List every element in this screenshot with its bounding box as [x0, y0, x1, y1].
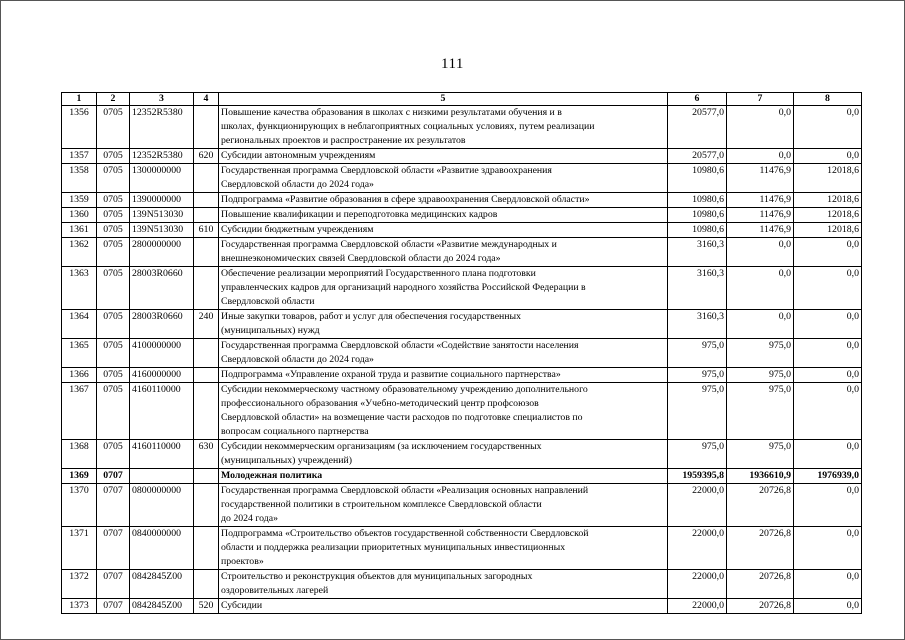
amount-year1-cell: 10980,6	[668, 223, 727, 238]
amount-year1-cell: 22000,0	[668, 599, 727, 614]
section-code-cell: 0705	[97, 193, 130, 208]
amount-year2-cell: 11476,9	[727, 223, 794, 238]
description-line: Повышение качества образования в школах с низкими результатами обучения и в	[221, 107, 562, 118]
row-number-cell: 1362	[62, 238, 97, 267]
amount-year3-cell: 0,0	[794, 484, 862, 527]
page-number: 111	[441, 56, 464, 72]
budget-table	[61, 92, 862, 614]
amount-year1-cell: 3160,3	[668, 310, 727, 339]
amount-year2-cell: 0,0	[727, 310, 794, 339]
target-code-cell: 12352R5380	[130, 149, 194, 164]
amount-year1-cell: 10980,6	[668, 208, 727, 223]
amount-year3-cell: 12018,6	[794, 208, 862, 223]
amount-year1-cell: 975,0	[668, 368, 727, 383]
target-code-cell: 139N513030	[130, 208, 194, 223]
row-number-cell: 1357	[62, 149, 97, 164]
description-line: Свердловской области» на возмещение части расходов по подготовке специалистов по	[221, 412, 583, 423]
section-code-cell: 0707	[97, 527, 130, 570]
amount-year2-cell: 11476,9	[727, 164, 794, 193]
expense-type-cell	[194, 469, 219, 484]
expense-type-cell: 630	[194, 440, 219, 469]
amount-year2-cell: 0,0	[727, 149, 794, 164]
amount-year2-cell: 11476,9	[727, 208, 794, 223]
target-code-cell: 0842845Z00	[130, 570, 194, 599]
amount-year1-cell: 20577,0	[668, 149, 727, 164]
amount-year2-cell: 20726,8	[727, 599, 794, 614]
target-code-cell: 0840000000	[130, 527, 194, 570]
expense-type-cell	[194, 484, 219, 527]
table-row	[62, 469, 862, 484]
expense-type-cell	[194, 106, 219, 149]
expense-type-cell	[194, 267, 219, 310]
amount-year2-cell: 20726,8	[727, 570, 794, 599]
description-line: Обеспечение реализации мероприятий Государственного плана подготовки	[221, 268, 536, 279]
row-number-cell: 1371	[62, 527, 97, 570]
description-line: Субсидии некоммерческим организациям (за исключением государственных	[221, 441, 542, 452]
description-cell	[219, 106, 668, 149]
description-line: Свердловской области до 2024 года»	[221, 179, 374, 190]
amount-year3-cell: 0,0	[794, 310, 862, 339]
target-code-cell: 0800000000	[130, 484, 194, 527]
row-number-cell: 1370	[62, 484, 97, 527]
target-code-cell: 0842845Z00	[130, 599, 194, 614]
amount-year1-cell: 10980,6	[668, 193, 727, 208]
description-line: проектов»	[221, 556, 264, 567]
amount-year3-cell: 1976939,0	[794, 469, 862, 484]
description-cell	[219, 339, 668, 368]
target-code-cell: 28003R0660	[130, 310, 194, 339]
description-cell	[219, 570, 668, 599]
table-row	[62, 440, 862, 469]
table-row	[62, 208, 862, 223]
amount-year1-cell: 975,0	[668, 440, 727, 469]
description-cell	[219, 238, 668, 267]
amount-year2-cell: 20726,8	[727, 484, 794, 527]
table-body	[62, 106, 862, 614]
expense-type-cell	[194, 339, 219, 368]
amount-year3-cell: 12018,6	[794, 223, 862, 238]
target-code-cell: 28003R0660	[130, 267, 194, 310]
table-row	[62, 599, 862, 614]
description-line: Подпрограмма «Управление охраной труда и развитие социального партнерства»	[221, 369, 561, 380]
description-cell	[219, 267, 668, 310]
description-line: Субсидии	[221, 600, 263, 611]
target-code-cell: 4160110000	[130, 440, 194, 469]
expense-type-cell: 620	[194, 149, 219, 164]
row-number-cell: 1368	[62, 440, 97, 469]
expense-type-cell	[194, 570, 219, 599]
amount-year3-cell: 0,0	[794, 440, 862, 469]
amount-year2-cell: 0,0	[727, 238, 794, 267]
description-line: Субсидии автономным учреждениям	[221, 150, 376, 161]
description-line: государственной политики в строительном комплексе Свердловской области	[221, 499, 542, 510]
description-cell	[219, 310, 668, 339]
row-number-cell: 1360	[62, 208, 97, 223]
amount-year1-cell: 22000,0	[668, 527, 727, 570]
description-line: Свердловской области до 2024 года»	[221, 354, 374, 365]
target-code-cell: 139N513030	[130, 223, 194, 238]
description-cell	[219, 208, 668, 223]
expense-type-cell: 240	[194, 310, 219, 339]
expense-type-cell	[194, 368, 219, 383]
amount-year2-cell: 975,0	[727, 440, 794, 469]
description-line: Строительство и реконструкция объектов для муниципальных загородных	[221, 571, 533, 582]
section-code-cell: 0705	[97, 238, 130, 267]
section-code-cell: 0705	[97, 106, 130, 149]
table-row	[62, 368, 862, 383]
column-header: 1	[62, 93, 97, 106]
description-cell	[219, 193, 668, 208]
amount-year2-cell: 11476,9	[727, 193, 794, 208]
description-line: до 2024 года»	[221, 513, 278, 524]
amount-year3-cell: 0,0	[794, 339, 862, 368]
table-row	[62, 383, 862, 440]
section-code-cell: 0705	[97, 164, 130, 193]
expense-type-cell: 610	[194, 223, 219, 238]
amount-year3-cell: 0,0	[794, 267, 862, 310]
amount-year1-cell: 3160,3	[668, 238, 727, 267]
description-line: внешнеэкономических связей Свердловской области до 2024 года»	[221, 253, 501, 264]
amount-year2-cell: 975,0	[727, 383, 794, 440]
row-number-cell: 1366	[62, 368, 97, 383]
amount-year1-cell: 22000,0	[668, 484, 727, 527]
description-line: профессионального образования «Учебно-методический центр профсоюзов	[221, 398, 539, 409]
expense-type-cell	[194, 193, 219, 208]
description-line: управленческих кадров для организаций народного хозяйства Российской Федерации в	[221, 282, 586, 293]
description-line: Молодежная политика	[221, 470, 323, 481]
amount-year1-cell: 10980,6	[668, 164, 727, 193]
row-number-cell: 1369	[62, 469, 97, 484]
section-code-cell: 0705	[97, 339, 130, 368]
column-header: 7	[727, 93, 794, 106]
table-row	[62, 238, 862, 267]
row-number-cell: 1358	[62, 164, 97, 193]
amount-year1-cell: 20577,0	[668, 106, 727, 149]
description-cell	[219, 149, 668, 164]
table-row	[62, 527, 862, 570]
target-code-cell: 1300000000	[130, 164, 194, 193]
description-line: Иные закупки товаров, работ и услуг для обеспечения государственных	[221, 311, 522, 322]
amount-year1-cell: 975,0	[668, 339, 727, 368]
expense-type-cell	[194, 527, 219, 570]
row-number-cell: 1363	[62, 267, 97, 310]
amount-year3-cell: 12018,6	[794, 164, 862, 193]
amount-year3-cell: 0,0	[794, 238, 862, 267]
row-number-cell: 1361	[62, 223, 97, 238]
target-code-cell: 2800000000	[130, 238, 194, 267]
amount-year3-cell: 0,0	[794, 149, 862, 164]
description-line: Субсидии некоммерческому частному образовательному учреждению дополнительного	[221, 384, 588, 395]
expense-type-cell	[194, 208, 219, 223]
amount-year1-cell: 22000,0	[668, 570, 727, 599]
column-header: 5	[219, 93, 668, 106]
amount-year2-cell: 0,0	[727, 106, 794, 149]
section-code-cell: 0705	[97, 440, 130, 469]
section-code-cell: 0705	[97, 223, 130, 238]
column-header: 6	[668, 93, 727, 106]
description-cell	[219, 527, 668, 570]
description-line: Подпрограмма «Строительство объектов государственной собственности Свердловской	[221, 528, 589, 539]
description-line: (муниципальных) нужд	[221, 325, 320, 336]
column-header: 8	[794, 93, 862, 106]
amount-year3-cell: 0,0	[794, 599, 862, 614]
table-row	[62, 310, 862, 339]
expense-type-cell	[194, 383, 219, 440]
amount-year3-cell: 0,0	[794, 383, 862, 440]
row-number-cell: 1364	[62, 310, 97, 339]
table-row	[62, 164, 862, 193]
section-code-cell: 0705	[97, 267, 130, 310]
row-number-cell: 1359	[62, 193, 97, 208]
description-line: (муниципальных) учреждений)	[221, 455, 352, 466]
description-line: Субсидии бюджетным учреждениям	[221, 224, 374, 235]
target-code-cell: 1390000000	[130, 193, 194, 208]
description-line: Государственная программа Свердловской области «Развитие здравоохранения	[221, 165, 552, 176]
description-line: региональных проектов и распространение их результатов	[221, 135, 466, 146]
amount-year2-cell: 20726,8	[727, 527, 794, 570]
section-code-cell: 0705	[97, 208, 130, 223]
description-line: Государственная программа Свердловской области «Развитие международных и	[221, 239, 557, 250]
expense-type-cell	[194, 164, 219, 193]
row-number-cell: 1356	[62, 106, 97, 149]
amount-year1-cell: 975,0	[668, 383, 727, 440]
description-cell	[219, 599, 668, 614]
expense-type-cell: 520	[194, 599, 219, 614]
target-code-cell: 4160110000	[130, 383, 194, 440]
target-code-cell: 4100000000	[130, 339, 194, 368]
section-code-cell: 0705	[97, 383, 130, 440]
description-line: школах, функционирующих в неблагоприятных социальных условиях, путем реализации	[221, 121, 595, 132]
description-line: Государственная программа Свердловской области «Реализация основных направлений	[221, 485, 589, 496]
description-line: Свердловской области	[221, 296, 315, 307]
description-cell	[219, 383, 668, 440]
column-header: 2	[97, 93, 130, 106]
description-line: Повышение квалификации и переподготовка медицинских кадров	[221, 209, 498, 220]
section-code-cell: 0707	[97, 599, 130, 614]
table-row	[62, 223, 862, 238]
amount-year1-cell: 1959395,8	[668, 469, 727, 484]
description-cell	[219, 484, 668, 527]
amount-year2-cell: 1936610,9	[727, 469, 794, 484]
description-line: вопросам социального партнерства	[221, 426, 369, 437]
row-number-cell: 1372	[62, 570, 97, 599]
amount-year3-cell: 0,0	[794, 527, 862, 570]
amount-year2-cell: 0,0	[727, 267, 794, 310]
target-code-cell: 4160000000	[130, 368, 194, 383]
amount-year3-cell: 12018,6	[794, 193, 862, 208]
description-cell	[219, 223, 668, 238]
table-row	[62, 339, 862, 368]
amount-year2-cell: 975,0	[727, 339, 794, 368]
amount-year1-cell: 3160,3	[668, 267, 727, 310]
description-cell	[219, 164, 668, 193]
table-row	[62, 149, 862, 164]
section-code-cell: 0705	[97, 310, 130, 339]
table-row	[62, 106, 862, 149]
table-row	[62, 570, 862, 599]
section-code-cell: 0705	[97, 368, 130, 383]
description-cell	[219, 440, 668, 469]
section-code-cell: 0705	[97, 149, 130, 164]
header-row	[62, 93, 862, 106]
expense-type-cell	[194, 238, 219, 267]
table-row	[62, 267, 862, 310]
table-row	[62, 484, 862, 527]
amount-year3-cell: 0,0	[794, 368, 862, 383]
amount-year3-cell: 0,0	[794, 570, 862, 599]
target-code-cell: 12352R5380	[130, 106, 194, 149]
description-line: Государственная программа Свердловской области «Содействие занятости населения	[221, 340, 579, 351]
column-header: 3	[130, 93, 194, 106]
description-line: оздоровительных лагерей	[221, 585, 329, 596]
amount-year3-cell: 0,0	[794, 106, 862, 149]
amount-year2-cell: 975,0	[727, 368, 794, 383]
target-code-cell	[130, 469, 194, 484]
row-number-cell: 1365	[62, 339, 97, 368]
section-code-cell: 0707	[97, 570, 130, 599]
row-number-cell: 1367	[62, 383, 97, 440]
section-code-cell: 0707	[97, 484, 130, 527]
description-cell	[219, 469, 668, 484]
section-code-cell: 0707	[97, 469, 130, 484]
column-header: 4	[194, 93, 219, 106]
table-row	[62, 193, 862, 208]
description-line: области и поддержка реализации приоритетных муниципальных инвестиционных	[221, 542, 566, 553]
description-line: Подпрограмма «Развитие образования в сфере здравоохранения Свердловской области»	[221, 194, 590, 205]
description-cell	[219, 368, 668, 383]
row-number-cell: 1373	[62, 599, 97, 614]
